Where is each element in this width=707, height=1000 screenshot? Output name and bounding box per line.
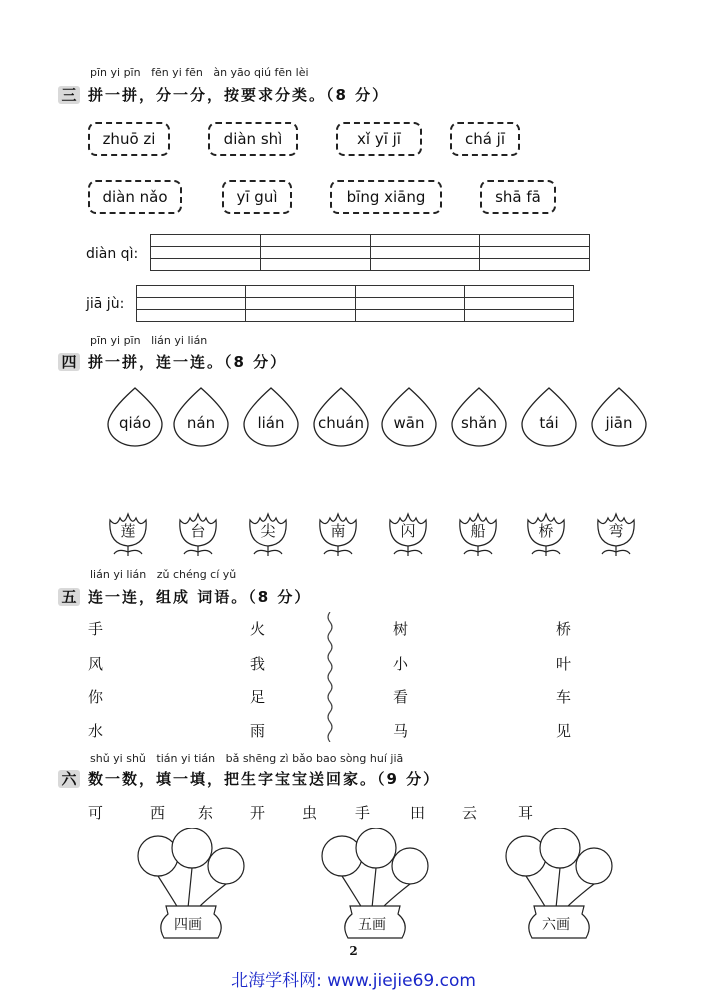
word-character: 可 [88,804,104,822]
character-flower [174,510,222,558]
match-char: 足 [250,688,266,706]
vase-label: 六画 [542,917,570,933]
match-char: 雨 [250,722,266,740]
pinyin-drop [448,386,510,448]
page-number: 2 [349,944,358,958]
word-character: 虫 [302,804,318,822]
section5-title: 连一连，组成 词语。（8 分） [88,588,312,606]
drop-pinyin-text: shǎn [460,414,498,432]
pinyin-box: xǐ yī jī [336,122,422,156]
pinyin-box: zhuō zi [88,122,170,156]
section5-heading [58,586,311,607]
word-character: 手 [355,804,371,822]
flower-character-text: 南 [330,522,346,540]
match-char: 手 [88,620,104,638]
flower-character-text: 莲 [120,522,136,540]
pinyin-box: shā fā [480,180,556,214]
category-label-appliance: diàn qì: [86,246,139,262]
pinyin-drop [588,386,650,448]
drop-pinyin-text: lián [257,414,285,432]
vase-label: 五画 [358,917,386,933]
character-flower [454,510,502,558]
word-character: 耳 [518,804,534,822]
match-char: 水 [88,722,104,740]
word-character: 西 [150,804,166,822]
pinyin-box: diàn shì [208,122,298,156]
character-flower [244,510,292,558]
pinyin-drop [170,386,232,448]
section3-pinyin: pīn yi pīn fēn yi fēn àn yāo qiú fēn lèi [90,66,309,79]
pinyin-box: yī guì [222,180,292,214]
drop-pinyin-text: qiáo [118,414,152,432]
pinyin-drop [518,386,580,448]
pinyin-box: bīng xiāng [330,180,442,214]
match-char: 见 [556,722,572,740]
flower-character-text: 弯 [608,522,624,540]
divider-line [325,612,335,742]
drop-pinyin-text: jiān [605,414,633,432]
section6-title: 数一数，填一填，把生字宝宝送回家。（9 分） [88,770,441,788]
section4-heading [58,351,287,372]
section4-title: 拼一拼，连一连。（8 分） [88,353,288,371]
drop-pinyin-text: tái [539,414,559,432]
match-char: 叶 [556,655,572,673]
flower-character-text: 尖 [260,522,276,540]
character-flower [592,510,640,558]
match-char: 火 [250,620,266,638]
writing-grid-appliance [150,234,590,271]
flower-character-text: 闪 [400,522,416,540]
match-char: 我 [250,655,266,673]
section3-number: 三 [58,86,80,104]
drop-pinyin-text: chuán [318,414,364,432]
match-char: 马 [393,722,409,740]
flower-character-text: 台 [190,522,206,540]
word-character: 东 [198,804,214,822]
pinyin-drop [240,386,302,448]
match-char: 桥 [556,620,572,638]
flower-character-text: 桥 [538,522,554,540]
section5-pinyin: lián yi lián zǔ chéng cí yǔ [90,568,237,581]
word-character: 云 [462,804,478,822]
match-char: 风 [88,655,104,673]
section3-heading [58,84,389,105]
footer-watermark: 北海学科网: www.jiejie69.com [231,971,476,991]
vase-label: 四画 [174,917,202,933]
pinyin-drop [310,386,372,448]
writing-grid-furniture [136,285,574,322]
section4-number: 四 [58,353,80,371]
word-character: 田 [410,804,426,822]
drop-pinyin-text: nán [186,414,216,432]
section3-title: 拼一拼，分一分，按要求分类。（8 分） [88,86,390,104]
pinyin-drop [104,386,166,448]
character-flower [384,510,432,558]
section6-heading [58,768,440,789]
pinyin-box: diàn nǎo [88,180,182,214]
category-label-furniture: jiā jù: [86,296,125,312]
word-character: 开 [250,804,266,822]
section6-number: 六 [58,770,80,788]
drop-pinyin-text: wān [393,414,425,432]
match-char: 小 [393,655,409,673]
pinyin-drop [378,386,440,448]
character-flower [314,510,362,558]
flower-character-text: 船 [470,522,486,540]
match-char: 你 [88,688,104,706]
match-char: 车 [556,688,572,706]
section6-pinyin: shǔ yi shǔ tián yi tián bǎ shēng zì bǎo bao sòng huí jiā [90,752,404,765]
pinyin-box: chá jī [450,122,520,156]
section4-pinyin: pīn yi pīn lián yi lián [90,334,208,347]
section5-number: 五 [58,588,80,606]
match-char: 树 [393,620,409,638]
character-flower [104,510,152,558]
match-char: 看 [393,688,409,706]
character-flower [522,510,570,558]
